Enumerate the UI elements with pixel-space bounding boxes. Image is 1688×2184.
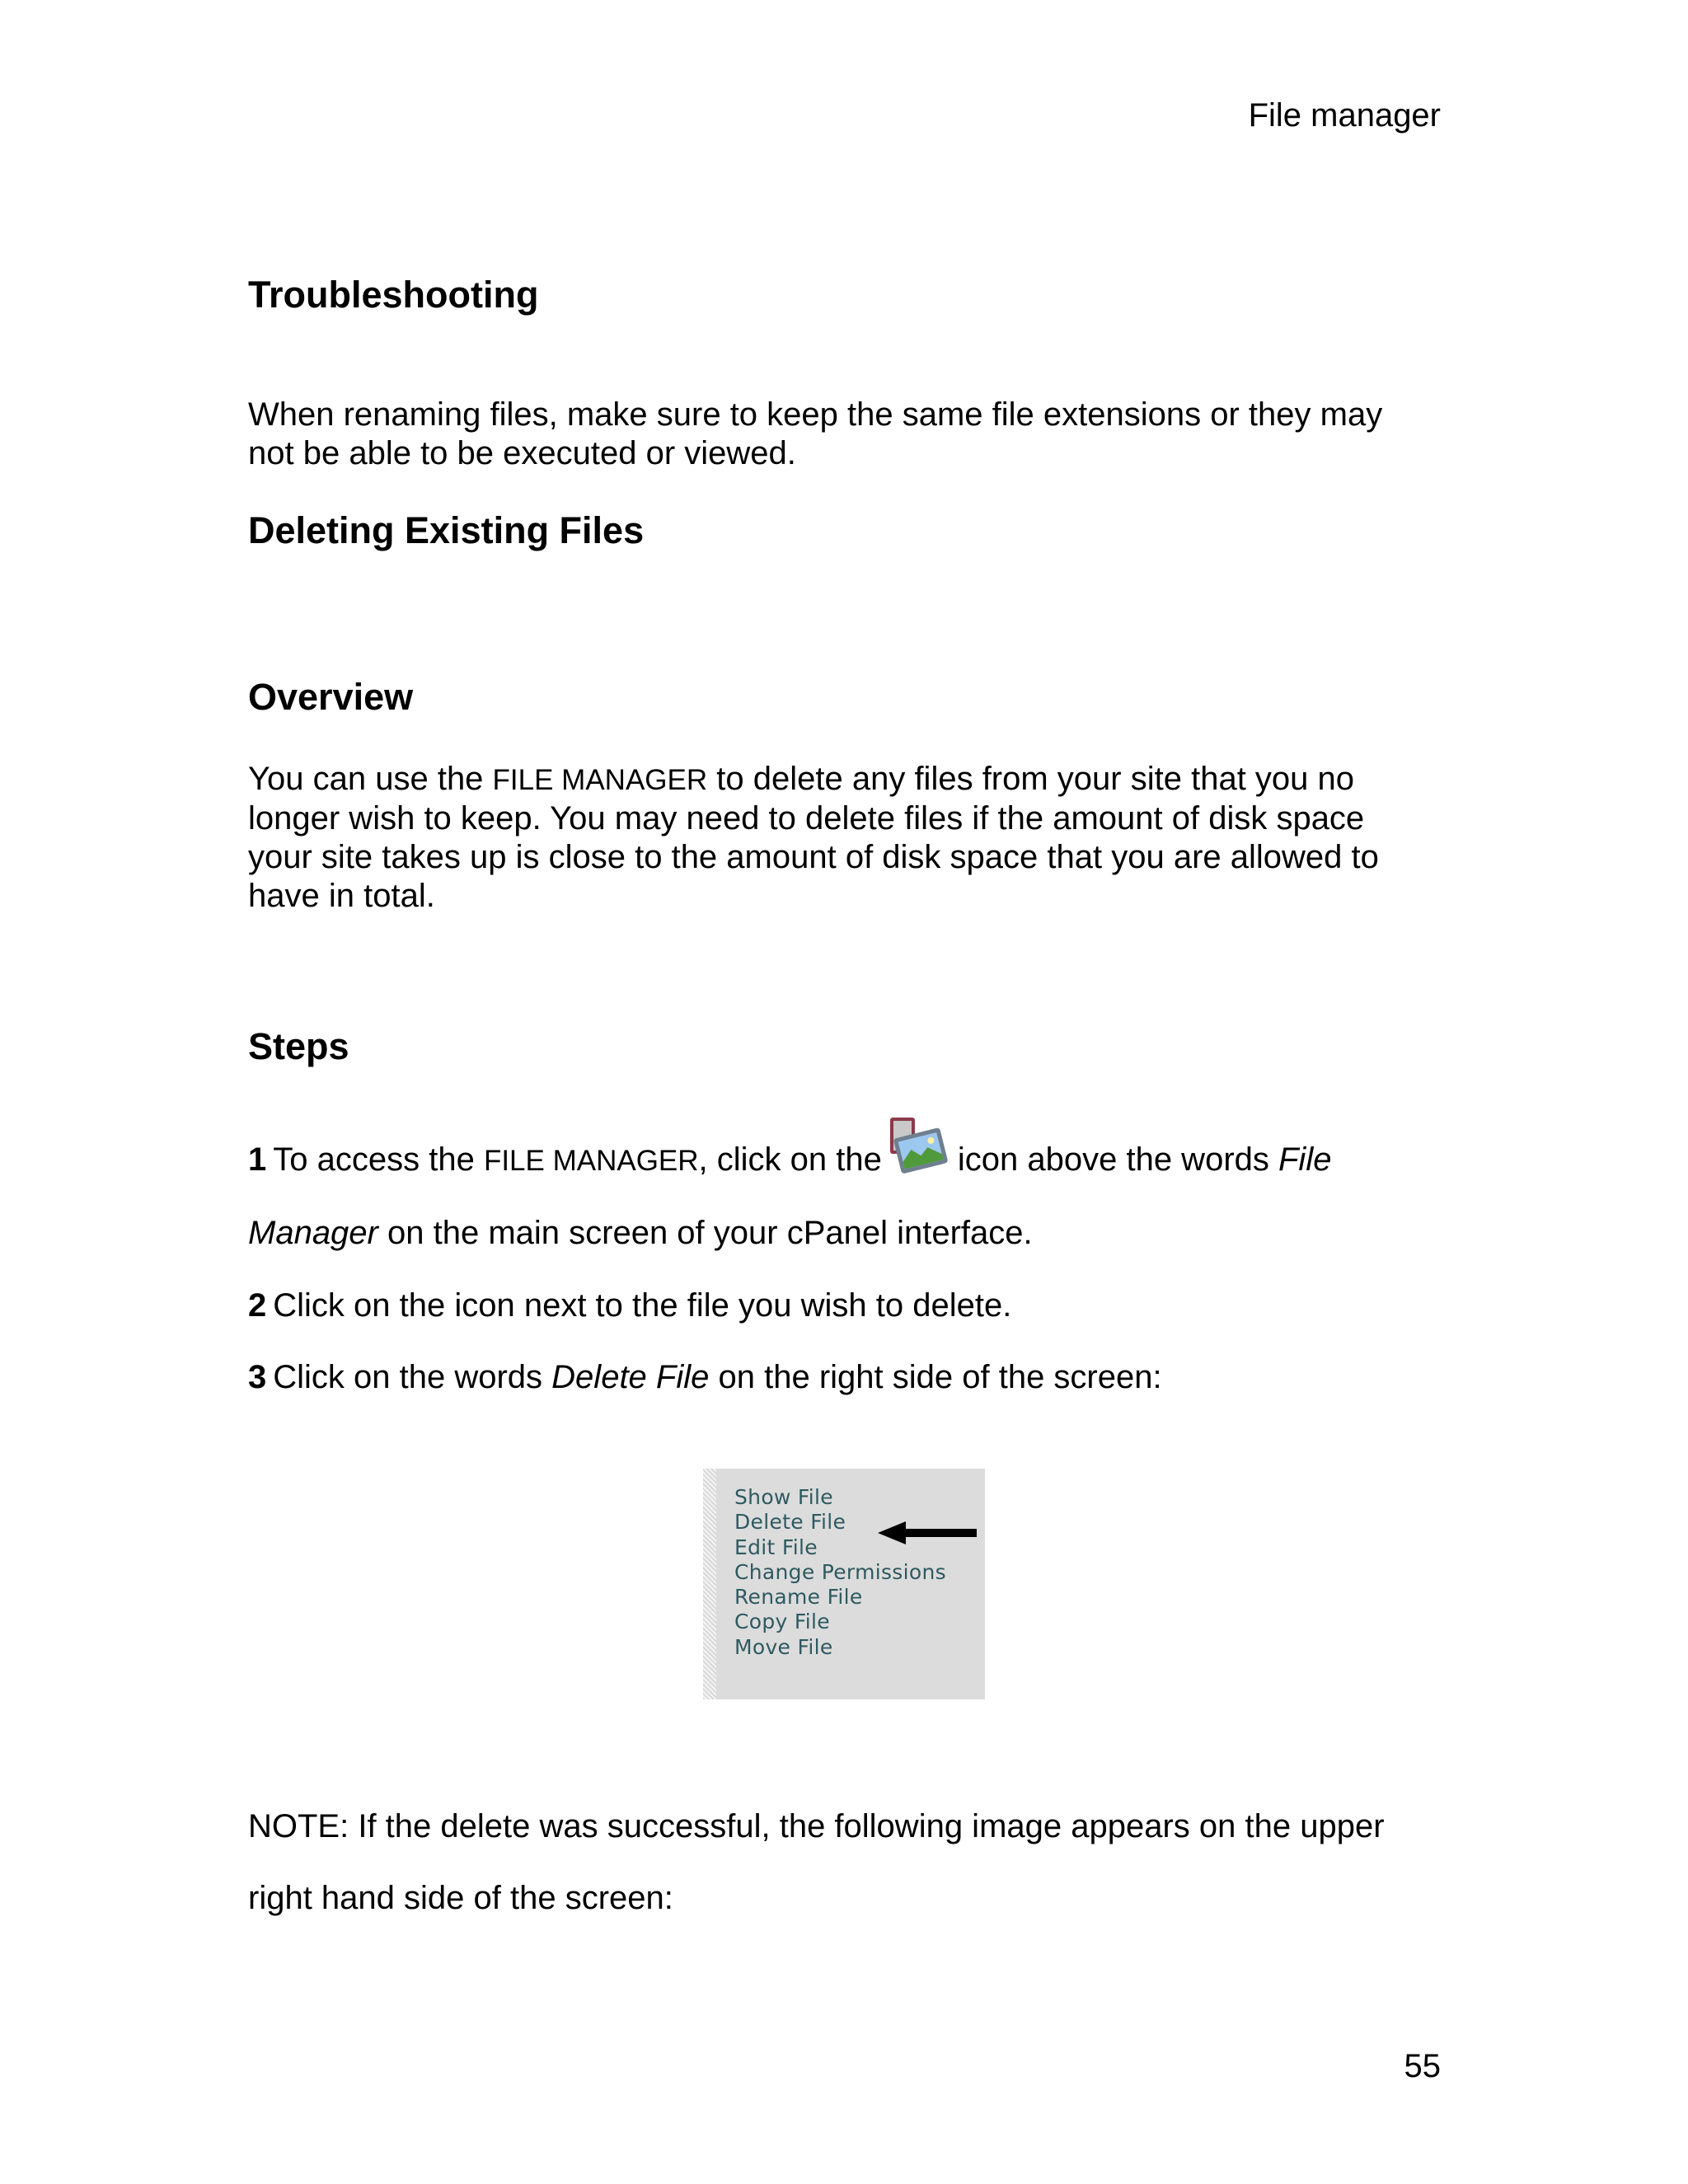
file-manager-icon bbox=[885, 1114, 951, 1180]
step-number: 3 bbox=[248, 1359, 267, 1395]
file-manager-term: FILE MANAGER bbox=[492, 764, 708, 796]
step-text: Click on the words bbox=[273, 1359, 552, 1395]
step-text: on the main screen of your cPanel interface. bbox=[377, 1215, 1033, 1251]
heading-deleting-existing-files: Deleting Existing Files bbox=[248, 509, 645, 551]
menu-item-copy-file[interactable]: Copy File bbox=[734, 1610, 830, 1634]
arrow-left-icon bbox=[878, 1521, 977, 1545]
step-1-line-2 bbox=[248, 1215, 1033, 1252]
step-text: , click on the bbox=[698, 1141, 882, 1178]
file-actions-menu-screenshot bbox=[703, 1469, 985, 1699]
running-header: File manager bbox=[1248, 97, 1441, 134]
step-text: Click on the icon next to the file you wish to delete. bbox=[273, 1287, 1012, 1324]
menu-item-show-file[interactable]: Show File bbox=[734, 1485, 833, 1509]
step-1-line-1 bbox=[248, 1114, 1331, 1180]
menu-item-change-permissions[interactable]: Change Permissions bbox=[734, 1559, 946, 1584]
file-manager-term: FILE MANAGER bbox=[483, 1145, 699, 1177]
step-text: icon above the words bbox=[957, 1141, 1278, 1178]
step-number: 1 bbox=[248, 1141, 267, 1178]
heading-steps: Steps bbox=[248, 1025, 349, 1067]
step-text: To access the bbox=[273, 1141, 484, 1178]
step-italic: File bbox=[1278, 1141, 1332, 1178]
page-number: 55 bbox=[1404, 2048, 1441, 2084]
menu-item-move-file[interactable]: Move File bbox=[734, 1634, 833, 1659]
menu-item-edit-file[interactable]: Edit File bbox=[734, 1535, 818, 1559]
note-line-2: right hand side of the screen: bbox=[248, 1880, 673, 1916]
overview-text-part: You can use the bbox=[248, 761, 493, 797]
step-italic: Delete File bbox=[551, 1359, 710, 1395]
step-italic: Manager bbox=[248, 1215, 378, 1251]
step-text: on the right side of the screen: bbox=[709, 1359, 1162, 1395]
file-actions-list bbox=[734, 1485, 946, 1660]
note-line-1: NOTE: If the delete was successful, the following image appears on the upper bbox=[248, 1808, 1385, 1844]
step-3 bbox=[248, 1359, 1162, 1396]
step-2 bbox=[248, 1287, 1011, 1324]
step-number: 2 bbox=[248, 1287, 267, 1324]
menu-stripe bbox=[703, 1469, 716, 1699]
menu-item-rename-file[interactable]: Rename File bbox=[734, 1585, 863, 1610]
heading-troubleshooting: Troubleshooting bbox=[248, 274, 539, 316]
troubleshooting-text: When renaming files, make sure to keep the same file extensions or they may not be able to be executed or viewed. bbox=[248, 396, 1383, 471]
heading-overview: Overview bbox=[248, 676, 414, 718]
menu-item-delete-file[interactable]: Delete File bbox=[734, 1510, 846, 1535]
overview-text bbox=[248, 760, 1435, 916]
overview-text-part: to delete any files from your site that you no longer wish to keep. You may need to delete files if the amount of disk space your site takes up is close to the amount of disk space that you are allowed to have in total. bbox=[248, 761, 1379, 914]
